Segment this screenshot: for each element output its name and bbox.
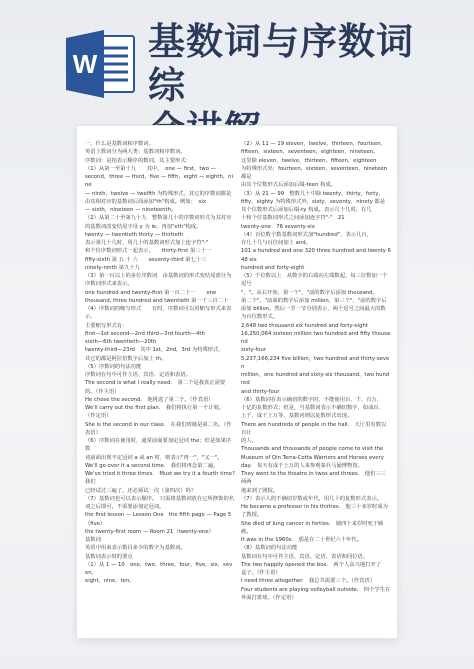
text-line: （8）基数词的句法功能 — [241, 545, 298, 552]
text-line: one hundred and twenty-first 第一百二十一 one — [85, 289, 217, 296]
text-line: The second is what I really need. 第二个是我真正需要 — [85, 380, 226, 387]
text-line: （five） — [85, 520, 106, 527]
text-line: — sixth，nineteen — nineteenth。 — [85, 207, 177, 213]
text-line: the first lesson — Lesson One the fifth page — Page 5 — [85, 512, 232, 519]
text-line: 词前面出现不定冠词 a 或 an 时，则表示"再一"，"又一"。 — [85, 454, 223, 461]
text-line: 主要缩写形式有： — [85, 322, 128, 329]
right-column — [241, 140, 391, 634]
text-line: 101 a hundred and one 320 three hundred and twenty 648 six — [241, 248, 391, 263]
text-line: （4）序数词的缩写形式 有时，序数词可以用缩写形式来表示， — [85, 306, 232, 321]
text-line: （2）从第二十至第九十九 整数第几十的序数词形式为其对应 — [85, 215, 232, 222]
text-line: （7）基数词也可以表示顺序。 只需将基数词放在它所修饰的名 — [85, 495, 235, 502]
text-line: 英语上数词分为两大类：基数词和序数词。 — [85, 149, 186, 156]
text-line: fifteen，sixteen，seventeen，eighteen，nineteen。 — [241, 149, 379, 156]
text-line: 序数词在句中可作主语、宾语、定语和表语。 — [85, 372, 191, 378]
text-line: （5）千位数以上 从数字的右端向左端数起，每三位数加一个逗号 — [241, 273, 388, 288]
text-line: eight，nine，ten。 — [85, 578, 135, 585]
text-line: 已经试过三遍了，还必须试一次（第四次）吗？ — [85, 487, 197, 494]
title-line-1: 基数词与序数词综 — [148, 20, 414, 107]
text-line: （7）表示人的不确切岁数或年代，用几十的复数形式表示。 — [241, 495, 383, 502]
text-line: Thousands and thousands of people come to visit the — [241, 446, 384, 453]
text-line: "，"。从右开始，第一个"，"前的数字后添加 thousand， — [241, 289, 378, 296]
text-line: （2）从 11 — 19 eleven，twelve，thirteen，fourteen， — [241, 141, 386, 147]
text-line: 其它的都是阿拉伯数字后加上 th。 — [85, 355, 167, 362]
text-line: Four students are playing volleyball outside. 四个学生在 — [241, 586, 391, 593]
svg-text:W: W — [72, 49, 98, 79]
text-line: 的人。 — [241, 438, 257, 444]
text-line: We'll carry out the first plan. 我们将执行第一个计划。 — [85, 405, 224, 411]
text-line: 由其相对应的基数词后面添加"th"构成。例如： six — [85, 198, 206, 205]
text-line: second，three — third，five — fifth，eight — eighth，nine — [85, 174, 233, 189]
text-line: 和个位序数词形式一起表示。 thirty-first 第三十一 — [85, 248, 212, 255]
text-line: 其个位数形式后添加后缀-ty 构成。表示几十几时，在几 — [241, 207, 372, 213]
text-line: （作定语） — [85, 413, 112, 420]
text-line: day. 每天有成千上万的人来参观秦兵马俑博物馆。 — [241, 462, 363, 469]
text-line: 十和个位基数词形式之间添加连字符"-" 21 — [241, 215, 345, 222]
text-line: 基数词 — [85, 537, 101, 543]
text-line: 词之后即可，不需要添加定冠词。 — [85, 504, 165, 510]
text-line: 一、什么是基数词和序数词。 — [85, 141, 154, 147]
text-line: 2,648 two thousand six hundred and forty-eight — [241, 322, 368, 329]
text-line: 英语中用来表示数目多少的数字为基数词。 — [85, 545, 186, 552]
text-line: million，one hundred and sixty-six thousand，two hundred — [241, 372, 390, 387]
text-line: thousand, three hundred and twentieth 第一千三百二十 — [85, 297, 229, 304]
document-page — [77, 126, 397, 638]
text-line: first—1st second—2nd third—3rd fourth—4th — [85, 330, 205, 337]
text-line: （1）从 1 — 10 one，two，three，four，five，six，seven， — [85, 561, 233, 576]
text-line: 在几十几与百位间加上 and。 — [241, 240, 311, 246]
text-line: （3）从 21 — 99 整数几十中除 twenty，thirty，forty， — [241, 190, 384, 197]
text-line: （3）第一百以上的多位序数词 由基数词的形式变结尾部分为 — [85, 273, 232, 279]
text-line: There are hundreds of people in the hall. 大厅里有数以百计 — [241, 421, 387, 436]
text-line: It was in the 1960s. 那是在二十世纪六十年代。 — [241, 537, 363, 543]
text-line: twenty — twentieth thirty — thirtieth — [85, 231, 184, 238]
text-line: fifty-sixth 第 五 十 六 seventy-third 第七十三 — [85, 256, 207, 263]
text-line: 的基数词改变结尾字母 y 为 ie，再加"eth"构成。 — [85, 223, 202, 230]
text-line: We've tried it three times. Must we try it a fourth time? 我们 — [85, 471, 235, 486]
text-line: — ninth，twelve — twelfth 为特殊形式，其它的序数词都是 — [85, 190, 232, 197]
text-line: （4）百位数个数基数词形式加"hundred"，表示几百， — [241, 231, 373, 238]
text-line: He chose the second. 他挑选了第二个。（作宾语） — [85, 396, 214, 403]
text-line: 表示第几十几时，用几十的基数词形式加上连字符"-" — [85, 240, 209, 246]
text-line: We'll go over it a second time. 我们将再念第二遍。 — [85, 462, 219, 469]
text-line: twenty-third—23rd 其中 1st，2nd，3rd 为特殊形式， — [85, 347, 224, 354]
text-line: 盒子。（作主语） — [241, 570, 281, 576]
text-line: 这里除 eleven，twelve，thirteen，fifteen，eighteen — [241, 157, 377, 164]
text-line: 基数词表示时的要点 — [85, 553, 133, 560]
text-line: She is the second in our class. 在我们班她是第二名。（作 — [85, 421, 232, 428]
text-line: She died of lung cancer in forties. 她四十来岁时死于肺 — [241, 520, 384, 527]
text-line: （5）序数词的句法功能 — [85, 363, 142, 370]
text-line: 表语） — [85, 429, 101, 436]
text-line: I need three altogether. 我总共需要三个。（作宾语） — [241, 578, 376, 585]
text-line: 为特殊形式外，fourteen，sixteen，seventeen，nineteen 都是 — [241, 165, 387, 180]
text-line: He became a professor in his thirties. 他三十多岁时成为 — [241, 504, 388, 510]
text-line: 外面打排球。（作定语） — [241, 594, 297, 601]
text-line: ninety-ninth 第九十九 — [85, 264, 140, 271]
text-line: and thirty-four — [241, 388, 280, 395]
text-line: twenty-one 76 seventy-six — [241, 223, 315, 230]
word-document-icon — [64, 28, 138, 100]
text-line: 的。（作主语） — [85, 388, 120, 395]
text-line: （6）基数词在表示确切的数字时，不能使用百、千、百万、 — [241, 396, 383, 403]
text-line: They went to the theatre in twos and threes. 他们三三两两 — [241, 471, 386, 486]
text-line: 基数词在句中可作主语、宾语、定语、表语和同位语。 — [241, 553, 369, 560]
text-line: 地来到了剧院。 — [241, 487, 279, 494]
text-line: 癌。 — [241, 528, 252, 535]
text-line: 5,237,166,234 five billion，two hundred and thirty-seven — [241, 355, 390, 370]
text-line: （1）从第一至第十九 其中， one — first，two — — [85, 165, 216, 172]
text-line: Museum of Qin Terra-Cotta Warriors and Horses every — [241, 454, 384, 461]
text-line: 上千，成千上万等，基数词则以复数形式出现。 — [241, 413, 353, 420]
text-line: 由其个位数形式后添加后缀-teen 构成。 — [241, 182, 337, 189]
text-line: （6）序数词在使用时，通常前面要加定冠词 the；但是如果序数 — [85, 438, 232, 453]
text-line: 序数词形式来表示。 — [85, 281, 133, 288]
left-column — [85, 140, 235, 634]
text-line: 十亿的复数形式；但是，当基数词表示不确切数字，如成百、 — [241, 405, 385, 411]
text-line: 为百位数形式。 — [241, 314, 279, 321]
text-line: 添加 billion。然后一节一节分别表示，两个逗号之间最大的数 — [241, 306, 386, 312]
text-line: fifty，eighty 为特殊形式外，sixty，seventy，ninety 都是 — [241, 198, 386, 205]
text-line: 序数词：是指表示顺序的数词，其主要形式： — [85, 157, 191, 164]
text-line: The two happily opened the box. 两个人高兴地打开了 — [241, 561, 382, 568]
text-line: sixth—6th twentieth—20th — [85, 339, 157, 345]
text-line: hundred and forty-eight — [241, 264, 305, 271]
text-line: the twenty-first room — Room 21（twenty-one） — [85, 528, 214, 535]
text-line: 第二个"，"前面的数字后添加 million，第三个"，"前的数字后 — [241, 297, 387, 304]
text-line: 了教授。 — [241, 512, 263, 519]
text-line: 16,250,064 sixteen million two hundred and fifty thousand — [241, 330, 391, 345]
header — [0, 0, 474, 122]
text-line: sixty-four — [241, 347, 267, 354]
